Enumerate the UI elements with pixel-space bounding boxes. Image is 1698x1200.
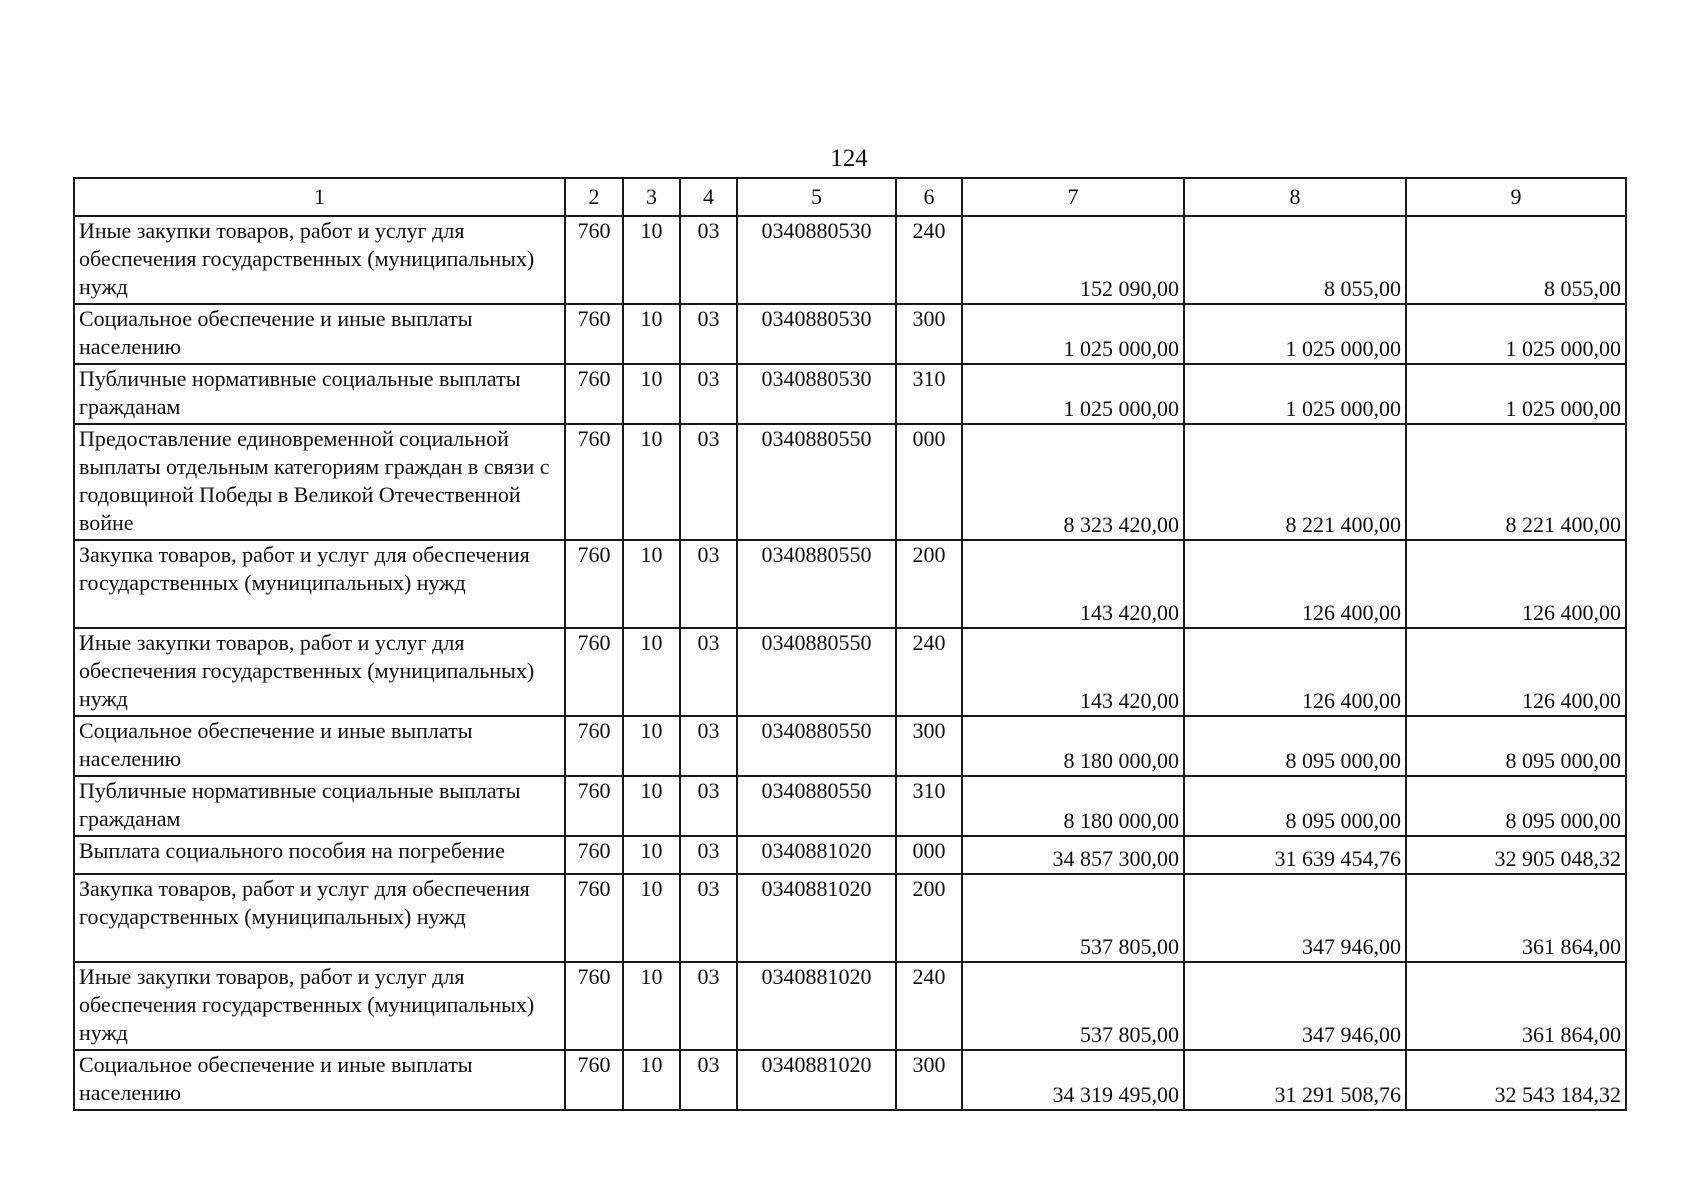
subsection-code-cell: 03	[680, 776, 737, 836]
subsection-code-cell: 03	[680, 962, 737, 1050]
department-code-cell: 760	[565, 304, 623, 364]
amount-col8-cell: 126 400,00	[1184, 540, 1406, 628]
header-cell: 1	[74, 178, 565, 216]
expense-type-cell: 310	[896, 364, 962, 424]
amount-col7-cell: 34 319 495,00	[962, 1050, 1184, 1110]
subsection-code-cell: 03	[680, 836, 737, 874]
header-cell: 3	[623, 178, 680, 216]
amount-col8-cell: 8 221 400,00	[1184, 424, 1406, 540]
amount-col7-cell: 152 090,00	[962, 216, 1184, 304]
amount-col9-cell: 361 864,00	[1406, 874, 1626, 962]
budget-table	[73, 177, 1627, 1111]
table-row	[74, 216, 1626, 304]
table-row	[74, 716, 1626, 776]
amount-col7-cell: 143 420,00	[962, 628, 1184, 716]
target-article-cell: 0340880550	[737, 776, 896, 836]
amount-col8-cell: 31 639 454,76	[1184, 836, 1406, 874]
amount-col7-cell: 8 180 000,00	[962, 776, 1184, 836]
target-article-cell: 0340881020	[737, 874, 896, 962]
amount-col9-cell: 1 025 000,00	[1406, 364, 1626, 424]
expense-name-cell: Социальное обеспечение и иные выплаты населению	[74, 1050, 565, 1110]
section-code-cell: 10	[623, 628, 680, 716]
department-code-cell: 760	[565, 424, 623, 540]
table-row	[74, 304, 1626, 364]
department-code-cell: 760	[565, 216, 623, 304]
expense-type-cell: 240	[896, 216, 962, 304]
amount-col9-cell: 126 400,00	[1406, 628, 1626, 716]
department-code-cell: 760	[565, 1050, 623, 1110]
table-row	[74, 540, 1626, 628]
section-code-cell: 10	[623, 216, 680, 304]
expense-name-cell: Социальное обеспечение и иные выплаты населению	[74, 716, 565, 776]
amount-col7-cell: 8 323 420,00	[962, 424, 1184, 540]
subsection-code-cell: 03	[680, 424, 737, 540]
expense-type-cell: 300	[896, 304, 962, 364]
header-cell: 6	[896, 178, 962, 216]
amount-col7-cell: 537 805,00	[962, 962, 1184, 1050]
expense-name-cell: Иные закупки товаров, работ и услуг для обеспечения государственных (муниципальных) нужд	[74, 628, 565, 716]
target-article-cell: 0340880530	[737, 304, 896, 364]
expense-name-cell: Иные закупки товаров, работ и услуг для обеспечения государственных (муниципальных) нужд	[74, 216, 565, 304]
department-code-cell: 760	[565, 836, 623, 874]
header-cell: 7	[962, 178, 1184, 216]
target-article-cell: 0340880550	[737, 540, 896, 628]
amount-col9-cell: 1 025 000,00	[1406, 304, 1626, 364]
table-row	[74, 628, 1626, 716]
section-code-cell: 10	[623, 874, 680, 962]
expense-name-cell: Закупка товаров, работ и услуг для обеспечения государственных (муниципальных) нужд	[74, 540, 565, 628]
department-code-cell: 760	[565, 364, 623, 424]
subsection-code-cell: 03	[680, 1050, 737, 1110]
expense-type-cell: 200	[896, 874, 962, 962]
amount-col9-cell: 361 864,00	[1406, 962, 1626, 1050]
expense-name-cell: Выплата социального пособия на погребение	[74, 836, 565, 874]
target-article-cell: 0340880530	[737, 216, 896, 304]
section-code-cell: 10	[623, 776, 680, 836]
target-article-cell: 0340880550	[737, 628, 896, 716]
expense-type-cell: 240	[896, 962, 962, 1050]
subsection-code-cell: 03	[680, 364, 737, 424]
department-code-cell: 760	[565, 776, 623, 836]
amount-col9-cell: 126 400,00	[1406, 540, 1626, 628]
amount-col7-cell: 1 025 000,00	[962, 364, 1184, 424]
amount-col8-cell: 1 025 000,00	[1184, 364, 1406, 424]
amount-col7-cell: 8 180 000,00	[962, 716, 1184, 776]
expense-type-cell: 200	[896, 540, 962, 628]
amount-col9-cell: 8 095 000,00	[1406, 776, 1626, 836]
target-article-cell: 0340881020	[737, 1050, 896, 1110]
subsection-code-cell: 03	[680, 540, 737, 628]
amount-col9-cell: 32 905 048,32	[1406, 836, 1626, 874]
target-article-cell: 0340880550	[737, 424, 896, 540]
subsection-code-cell: 03	[680, 628, 737, 716]
amount-col7-cell: 143 420,00	[962, 540, 1184, 628]
department-code-cell: 760	[565, 540, 623, 628]
expense-type-cell: 300	[896, 1050, 962, 1110]
amount-col8-cell: 8 095 000,00	[1184, 776, 1406, 836]
amount-col8-cell: 126 400,00	[1184, 628, 1406, 716]
section-code-cell: 10	[623, 540, 680, 628]
amount-col8-cell: 1 025 000,00	[1184, 304, 1406, 364]
amount-col9-cell: 8 221 400,00	[1406, 424, 1626, 540]
amount-col7-cell: 34 857 300,00	[962, 836, 1184, 874]
amount-col8-cell: 31 291 508,76	[1184, 1050, 1406, 1110]
table-row	[74, 776, 1626, 836]
table-row	[74, 836, 1626, 874]
expense-type-cell: 240	[896, 628, 962, 716]
header-cell: 4	[680, 178, 737, 216]
section-code-cell: 10	[623, 836, 680, 874]
expense-name-cell: Публичные нормативные социальные выплаты гражданам	[74, 364, 565, 424]
amount-col8-cell: 8 055,00	[1184, 216, 1406, 304]
amount-col7-cell: 537 805,00	[962, 874, 1184, 962]
target-article-cell: 0340880530	[737, 364, 896, 424]
table-row	[74, 962, 1626, 1050]
expense-type-cell: 300	[896, 716, 962, 776]
amount-col8-cell: 347 946,00	[1184, 962, 1406, 1050]
section-code-cell: 10	[623, 962, 680, 1050]
expense-name-cell: Публичные нормативные социальные выплаты гражданам	[74, 776, 565, 836]
amount-col8-cell: 347 946,00	[1184, 874, 1406, 962]
expense-type-cell: 000	[896, 836, 962, 874]
expense-type-cell: 310	[896, 776, 962, 836]
section-code-cell: 10	[623, 1050, 680, 1110]
target-article-cell: 0340880550	[737, 716, 896, 776]
header-cell: 5	[737, 178, 896, 216]
expense-name-cell: Иные закупки товаров, работ и услуг для обеспечения государственных (муниципальных) нужд	[74, 962, 565, 1050]
subsection-code-cell: 03	[680, 304, 737, 364]
amount-col8-cell: 8 095 000,00	[1184, 716, 1406, 776]
table-row	[74, 874, 1626, 962]
table-row	[74, 1050, 1626, 1110]
expense-type-cell: 000	[896, 424, 962, 540]
section-code-cell: 10	[623, 424, 680, 540]
header-cell: 9	[1406, 178, 1626, 216]
amount-col9-cell: 8 095 000,00	[1406, 716, 1626, 776]
section-code-cell: 10	[623, 304, 680, 364]
table-row	[74, 424, 1626, 540]
expense-name-cell: Закупка товаров, работ и услуг для обеспечения государственных (муниципальных) нужд	[74, 874, 565, 962]
amount-col9-cell: 32 543 184,32	[1406, 1050, 1626, 1110]
department-code-cell: 760	[565, 716, 623, 776]
table-row	[74, 364, 1626, 424]
target-article-cell: 0340881020	[737, 836, 896, 874]
header-cell: 8	[1184, 178, 1406, 216]
page-number: 124	[830, 145, 868, 172]
header-cell: 2	[565, 178, 623, 216]
subsection-code-cell: 03	[680, 216, 737, 304]
subsection-code-cell: 03	[680, 716, 737, 776]
target-article-cell: 0340881020	[737, 962, 896, 1050]
header-row	[74, 178, 1626, 216]
department-code-cell: 760	[565, 628, 623, 716]
subsection-code-cell: 03	[680, 874, 737, 962]
amount-col9-cell: 8 055,00	[1406, 216, 1626, 304]
section-code-cell: 10	[623, 716, 680, 776]
department-code-cell: 760	[565, 874, 623, 962]
expense-name-cell: Предоставление единовременной социальной выплаты отдельным категориям граждан в связи с годовщиной Победы в Великой Отечественной войне	[74, 424, 565, 540]
amount-col7-cell: 1 025 000,00	[962, 304, 1184, 364]
section-code-cell: 10	[623, 364, 680, 424]
expense-name-cell: Социальное обеспечение и иные выплаты населению	[74, 304, 565, 364]
department-code-cell: 760	[565, 962, 623, 1050]
